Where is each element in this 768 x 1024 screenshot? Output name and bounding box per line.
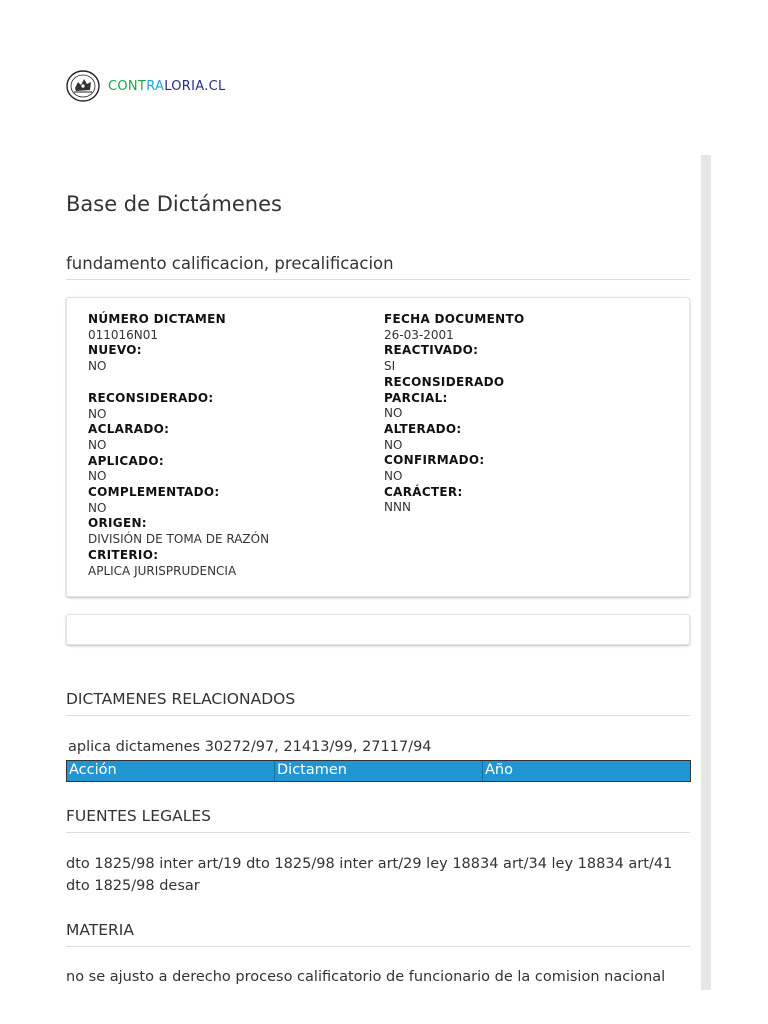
empty-panel (66, 614, 690, 645)
field-value: NO (88, 359, 107, 374)
field-value: NO (88, 406, 107, 421)
page-subtitle: fundamento calificacion, precalificacion (66, 254, 690, 280)
related-heading: DICTAMENES RELACIONADOS (66, 690, 690, 716)
brand-logo[interactable] (66, 70, 226, 102)
details-left-column (88, 312, 368, 579)
field-label: CARÁCTER: (384, 484, 463, 499)
field-value: NO (88, 469, 107, 484)
field-label: COMPLEMENTADO: (88, 485, 220, 500)
field-value: NO (88, 500, 107, 515)
field-label: ALTERADO: (384, 421, 462, 436)
field-value: 26-03-2001 (384, 327, 454, 342)
field-value: NO (384, 437, 403, 452)
materia-heading: MATERIA (66, 921, 690, 947)
column-header-accion[interactable]: Acción (67, 761, 275, 781)
details-card (66, 297, 690, 597)
brand-name: CONTRALORIA.CL (108, 78, 226, 94)
field-label: NÚMERO DICTAMEN (88, 312, 226, 326)
field-label: REACTIVADO: (384, 343, 479, 358)
field-label: NUEVO: (88, 343, 142, 358)
related-table-header (66, 760, 691, 782)
field-value: NO (88, 437, 107, 452)
field-value: NNN (384, 500, 411, 515)
field-value: SI (384, 359, 396, 374)
column-header-dictamen[interactable]: Dictamen (275, 761, 483, 781)
field-label: FECHA DOCUMENTO (384, 312, 525, 326)
field-label: ACLARADO: (88, 422, 170, 437)
legal-heading: FUENTES LEGALES (66, 807, 690, 833)
field-value: DIVISIÓN DE TOMA DE RAZÓN (88, 532, 270, 547)
field-label: ORIGEN: (88, 516, 147, 531)
field-label: RECONSIDERADO PARCIAL: (384, 374, 505, 405)
page-title: Base de Dictámenes (66, 192, 282, 216)
materia-text: no se ajusto a derecho proceso calificatorio de funcionario de la comision nacional (66, 969, 666, 985)
field-value: APLICA JURISPRUDENCIA (88, 563, 237, 578)
field-label: CRITERIO: (88, 547, 159, 562)
legal-text: dto 1825/98 inter art/19 dto 1825/98 inter art/29 ley 18834 art/34 ley 18834 art/41 dto 1825/98 desar (66, 856, 673, 894)
field-value: 011016N01 (88, 327, 159, 342)
field-label: RECONSIDERADO: (88, 390, 214, 405)
field-label: APLICADO: (88, 453, 164, 468)
field-label: CONFIRMADO: (384, 453, 485, 468)
related-text: aplica dictamenes 30272/97, 21413/99, 27117/94 (68, 739, 432, 755)
field-value: NO (384, 406, 403, 421)
column-header-ano[interactable]: Año (485, 762, 513, 778)
field-value: NO (384, 469, 403, 484)
scrollbar[interactable] (701, 155, 711, 990)
details-right-column (384, 312, 664, 516)
contraloria-seal-icon (66, 70, 100, 102)
